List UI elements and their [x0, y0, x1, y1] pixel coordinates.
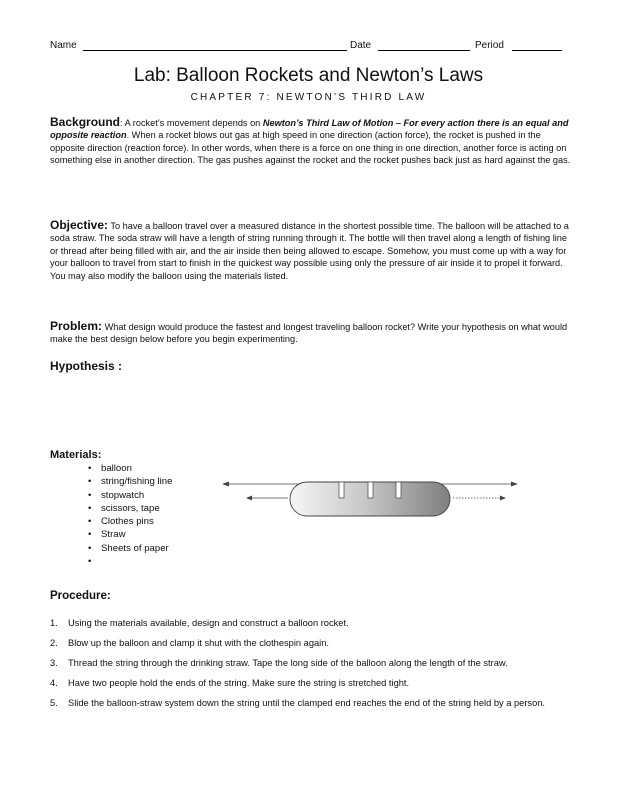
step-number: 3.: [50, 658, 58, 668]
list-item: • Clothes pins: [88, 515, 172, 528]
background-text-1: : A rocket’s movement depends on: [120, 118, 263, 128]
step-number: 2.: [50, 638, 58, 648]
step-number: 1.: [50, 618, 58, 628]
list-item: • scissors, tape: [88, 502, 172, 515]
list-item: • stopwatch: [88, 489, 172, 502]
objective-heading: Objective:: [50, 218, 109, 232]
list-item: [50, 697, 565, 709]
name-label: Name: [50, 40, 77, 51]
objective-section: [50, 219, 572, 282]
step-text: Thread the string through the drinking straw. Tape the long side of the balloon along the length of the straw.: [68, 658, 508, 668]
balloon-rocket-diagram: [220, 474, 520, 524]
procedure-list: [50, 617, 565, 717]
hypothesis-section: [50, 360, 572, 373]
objective-text: To have a balloon travel over a measured distance in the shortest possible time. The balloon will be attached to a soda straw. The soda straw will have a length of string running through it. The bottle will then travel along a length of fishing line or thread after being filled with air, and the air inside then being allowed to escape. Somehow, you must come up with a way for your balloon to travel from start to finish in the quickest way possible using only the pressure of air inside it to propel it forward. You may also modify the balloon using the materials listed.: [50, 221, 569, 281]
step-text: Using the materials available, design and construct a balloon rocket.: [68, 618, 349, 628]
step-number: 4.: [50, 678, 58, 688]
period-blank[interactable]: [512, 50, 562, 51]
step-number: 5.: [50, 698, 58, 708]
hypothesis-heading: Hypothesis :: [50, 359, 123, 373]
page-subtitle: CHAPTER 7: NEWTON’S THIRD LAW: [190, 92, 427, 103]
problem-section: [50, 320, 572, 346]
air-flow-arrow-right: [453, 496, 506, 501]
background-section: [50, 116, 572, 167]
problem-text: What design would produce the fastest and longest traveling balloon rocket? Write your hypothesis on what would make the best design below before you begin experimenting.: [50, 322, 568, 345]
name-blank[interactable]: [83, 50, 347, 51]
step-text: Blow up the balloon and clamp it shut with the clothespin again.: [68, 638, 329, 648]
list-item: [88, 555, 172, 568]
background-text-2: . When a rocket blows out gas at high speed in one direction (action force), the rocket is pushed in the opposite direction (reaction force). In other words, when there is a force on one thing in one direction, another force is acting on something else in another direction. The gas pushes against the rocket and the rocket pushes back just as hard against the gas.: [50, 130, 571, 166]
problem-heading: Problem:: [50, 319, 103, 333]
procedure-heading: Procedure:: [50, 590, 111, 602]
step-text: Slide the balloon-straw system down the string until the clamped end reaches the end of the string held by a person.: [68, 698, 546, 708]
period-label: Period: [475, 40, 504, 51]
date-label: Date: [350, 40, 372, 51]
list-item: • balloon: [88, 462, 172, 475]
string-left-arrowhead: [222, 482, 229, 487]
list-item: [50, 657, 565, 669]
step-text: Have two people hold the ends of the string. Make sure the string is stretched tight.: [68, 678, 410, 688]
materials-list: [88, 462, 172, 568]
page-title: Lab: Balloon Rockets and Newton’s Laws: [133, 65, 484, 86]
motion-arrow-left: [246, 496, 288, 501]
string-right-arrowhead: [511, 482, 518, 487]
list-item: • string/fishing line: [88, 475, 172, 488]
date-blank[interactable]: [378, 50, 470, 51]
list-item: [50, 677, 565, 689]
newtons-third-law: Newton’s Third Law of Motion – For every action there is an equal and opposite reaction: [50, 118, 569, 141]
materials-heading-colon: :: [97, 449, 102, 461]
list-item: • Sheets of paper: [88, 542, 172, 555]
materials-heading-text: Materials: [50, 449, 98, 461]
materials-heading: [50, 449, 101, 461]
list-item: • Straw: [88, 528, 172, 541]
background-heading: Background: [50, 115, 121, 129]
student-info-line: [50, 40, 562, 54]
list-item: [50, 617, 565, 629]
list-item: [50, 637, 565, 649]
